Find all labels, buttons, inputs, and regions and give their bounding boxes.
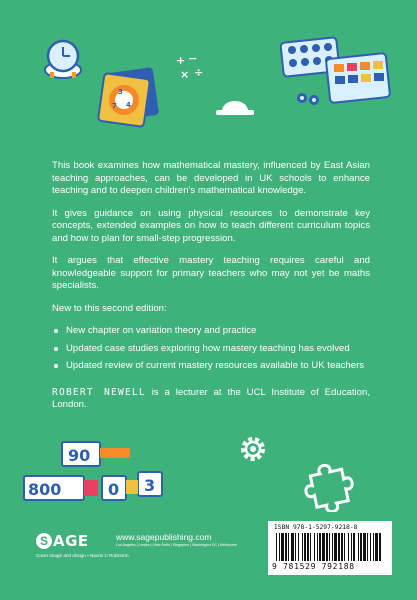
blurb-paragraph-3: It argues that effective mastery teaching requires careful and knowledgeable support for primary teachers who may not yet be maths specialists.: [52, 255, 370, 291]
dice-face-3: 7: [112, 102, 117, 110]
counting-frame-illustration: [262, 36, 392, 116]
publisher-url: www.sagepublishing.com: [116, 532, 212, 542]
author-bio-text: is a lecturer at the UCL Institute of Education, London.: [52, 386, 370, 410]
author-bio: [52, 387, 370, 412]
author-name: ROBERT NEWELL: [52, 386, 146, 398]
clock-icon: [38, 36, 88, 82]
block-0: 0: [108, 480, 120, 499]
place-value-blocks-illustration: [22, 440, 182, 506]
cover-credit: Cover image and design • Naomi C Robinson: [36, 553, 129, 558]
publisher-info: [116, 532, 237, 547]
barcode-bars: [274, 533, 386, 561]
dice-face-2: 4: [126, 101, 131, 109]
barcode: [268, 521, 392, 575]
svg-text:÷: ÷: [194, 66, 204, 79]
svg-text:−: −: [188, 52, 198, 65]
gear-icon: [238, 434, 268, 464]
list-item: Updated review of current mastery resources available to UK teachers: [52, 360, 370, 373]
block-90: 90: [68, 446, 91, 465]
publisher-logo: [36, 532, 89, 550]
barcode-digits: 9 781529 792188: [272, 562, 355, 571]
blurb-paragraph-1: This book examines how mathematical mastery, influenced by East Asian teaching approaches, can be developed in UK schools to enhance teaching and to deepen children's mathematical knowledge.: [52, 160, 370, 196]
new-edition-heading: New to this second edition:: [52, 302, 167, 314]
block-3: 3: [144, 476, 156, 495]
svg-text:+: +: [176, 54, 186, 67]
dice-card-illustration: [96, 60, 162, 130]
puzzle-piece-icon: [300, 452, 360, 512]
book-description: [52, 160, 370, 412]
new-edition-list: [52, 325, 370, 373]
list-item: Updated case studies exploring how mastery teaching has evolved: [52, 343, 370, 356]
sage-logo-mark: S: [36, 533, 52, 549]
block-800: 800: [28, 480, 62, 499]
list-item: New chapter on variation theory and practice: [52, 325, 370, 338]
blurb-paragraph-2: It gives guidance on using physical resources to demonstrate key concepts, extended examples on how to teach different curriculum topics and how to plan for small-step progression.: [52, 207, 370, 244]
balance-scale-icon: [212, 92, 258, 122]
sage-logo-word: AGE: [53, 532, 89, 550]
isbn-label: ISBN 978-1-5297-9218-8: [274, 524, 358, 531]
dice-face-1: 3: [118, 88, 123, 96]
svg-text:×: ×: [180, 68, 190, 81]
math-symbols-icon: [176, 52, 210, 82]
publisher-cities: Los Angeles | London | New Delhi | Singapore | Washington DC | Melbourne: [116, 543, 238, 547]
